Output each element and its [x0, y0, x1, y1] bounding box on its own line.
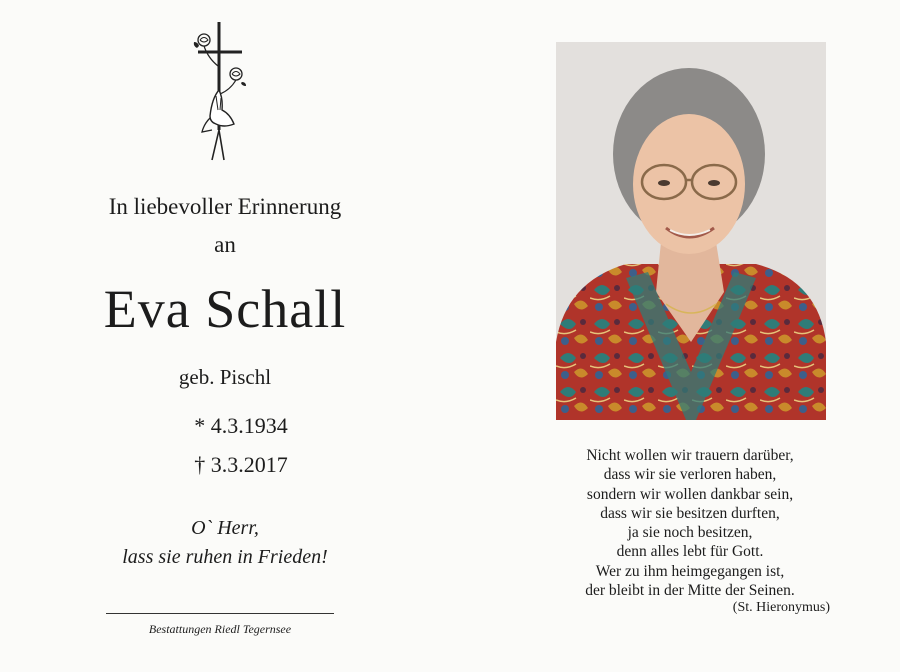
death-date: † 3.3.2017 — [194, 452, 288, 477]
prayer-line-1: O` Herr, — [191, 517, 259, 539]
deceased-name: Eva Schall — [103, 279, 347, 339]
poem-line: Nicht wollen wir trauern darüber, — [586, 447, 794, 464]
poem-line: ja sie noch besitzen, — [627, 524, 753, 542]
prayer-line-2: lass sie ruhen in Frieden! — [122, 546, 328, 568]
birth-date: * 4.3.1934 — [194, 413, 288, 438]
poem-line: denn alles lebt für Gott. — [616, 543, 764, 561]
memorial-heading: In liebevoller Erinnerung — [108, 194, 342, 219]
undertaker-credit: Bestattungen Riedl Tegernsee — [148, 622, 292, 636]
poem-line: dass wir sie besitzen durften, — [600, 504, 780, 522]
poem-line: der bleibt in der Mitte der Seinen. — [585, 582, 795, 600]
poem-line: Wer zu ihm heimgegangen ist, — [595, 562, 785, 580]
memorial-connector: an — [214, 232, 236, 257]
maiden-name: geb. Pischl — [178, 365, 272, 389]
divider — [106, 613, 334, 614]
poem-line: sondern wir wollen dankbar sein, — [586, 485, 794, 503]
poem-source: (St. Hieronymus) — [732, 600, 830, 615]
poem-line: dass wir sie verloren haben, — [603, 466, 777, 484]
poem — [530, 446, 850, 600]
portrait-photo — [556, 42, 826, 420]
cross-with-roses-and-praying-hands-icon — [186, 18, 248, 163]
